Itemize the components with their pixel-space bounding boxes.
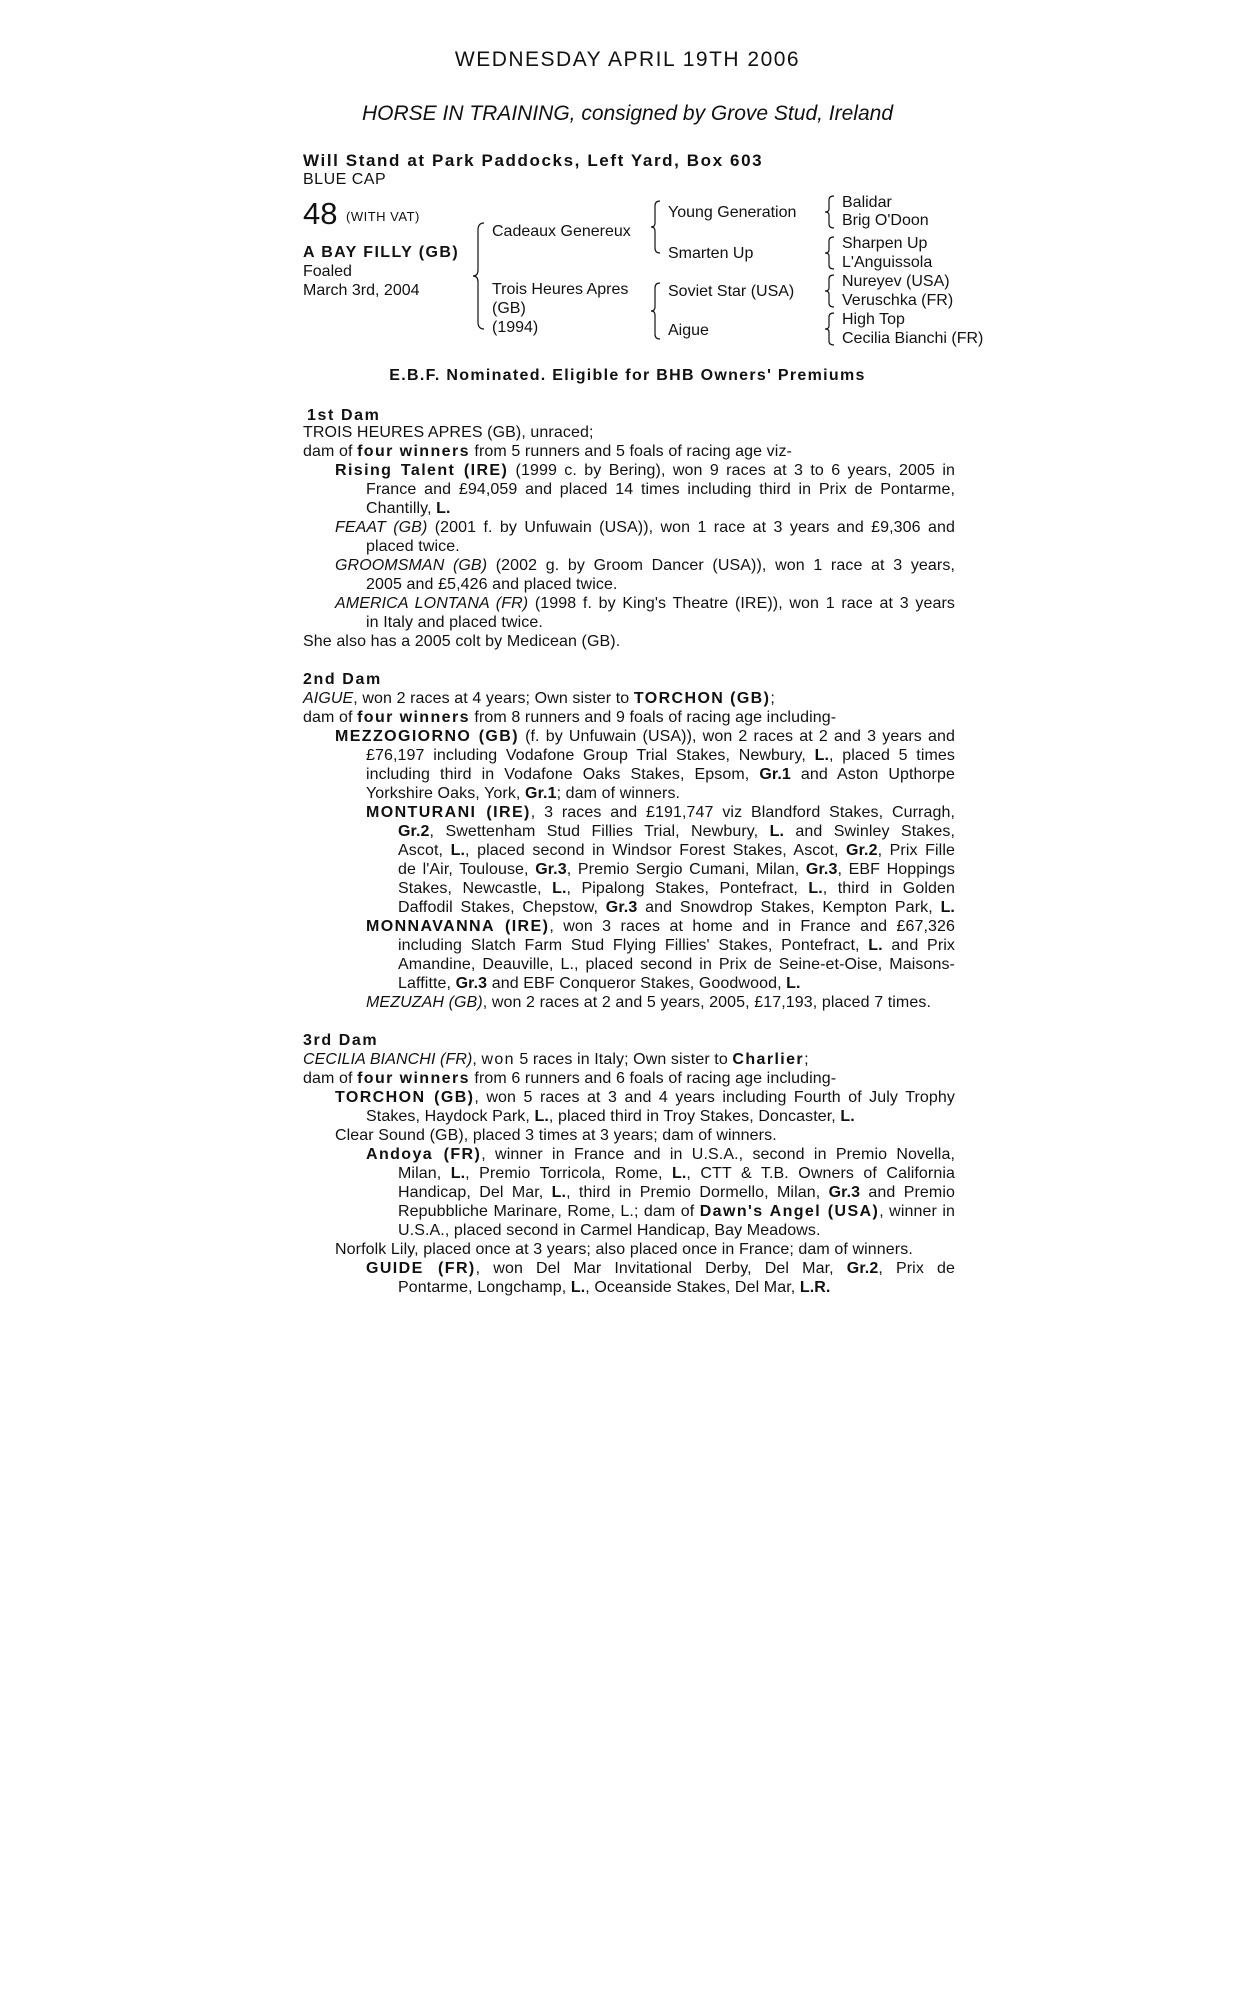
text-run: Ascot, [398,842,451,859]
race-grade: L. [808,880,823,897]
text-run: , won 3 races at home and in France and £67,326 [549,918,955,935]
first-dam-heading: 1st Dam [307,407,381,424]
text-run: Stakes, Haydock Park, [366,1108,535,1125]
text-run: , [472,1051,482,1068]
produce-entry [335,1089,955,1107]
race-grade: L. [450,842,466,859]
produce-entry-cont [366,500,451,518]
grandproduce-entry [366,804,955,822]
pedigree-brace-g12 [824,195,836,229]
grandproduce-entry-cont [398,975,801,993]
produce-name: GUIDE (FR) [366,1260,476,1277]
text-run: (1999 c. by Bering), won 9 races at 3 to 6 years, 2005 in [508,462,955,479]
text-run: , placed third in Troy Stakes, Doncaster, [548,1108,841,1125]
text-run: Daffodil Stakes, Chepstow, [398,899,606,916]
text-run: and Prix [882,937,956,954]
grandproduce-entry-cont [398,937,955,955]
text-run: dam of [303,443,358,460]
text-run: Pontarme, Longchamp, [398,1279,571,1296]
produce-name: Rising Talent (IRE) [335,462,509,479]
text-run: ; [804,1051,809,1068]
text-run: Milan, [398,1165,451,1182]
text-run: , placed second in Windsor Forest Stakes, Ascot, [465,842,847,859]
grandproduce-entry-cont [398,899,955,917]
grandproduce-entry [366,918,955,936]
text-run: de l'Air, Toulouse, [398,861,536,878]
race-grade: L. [534,1108,549,1125]
text-run: and Aston Upthorpe [790,766,955,783]
text-run: including Slatch Farm Stud Flying Fillies' Stakes, Pontefract, [398,937,869,954]
text-run: and Snowdrop Stakes, Kempton Park, [637,899,941,916]
text-run: , Swettenham Stud Fillies Trial, Newbury, [429,823,770,840]
race-grade: L. [786,975,801,992]
sibling-name: TORCHON (GB) [633,690,771,707]
text-run: , third in Golden [822,880,955,897]
pedigree-g3: Sharpen Up [842,235,928,252]
text-run: , Prix Fille [877,842,955,859]
race-grade: L. [450,1165,466,1182]
text-run: ; dam of winners. [556,785,681,802]
text-run: 5 races in Italy; Own sister to [514,1051,733,1068]
pedigree-sire-dam: Smarten Up [668,245,754,262]
pedigree-g5: Nureyev (USA) [842,273,950,290]
pedigree-brace-sire [650,200,662,254]
race-grade: Gr.1 [759,766,791,783]
text-run: including third in Vodafone Oaks Stakes, Epsom, [366,766,760,783]
ebf-eligibility-note: E.B.F. Nominated. Eligible for BHB Owners' Premiums [389,367,866,384]
text-run: , Premio Torricola, Rome, [465,1165,672,1182]
pedigree-dam-sire: Soviet Star (USA) [668,283,795,300]
consignment-subtitle: HORSE IN TRAINING, consigned by Grove Stud, Ireland [361,102,894,125]
race-grade: L. [570,1279,586,1296]
second-dam-line [303,690,775,708]
produce-name: GROOMSMAN (GB) [335,557,488,574]
grandproduce-entry-cont [398,880,955,898]
produce-entry [335,462,955,480]
text-run: , third in Premio Dormello, Milan, [566,1184,829,1201]
produce-entry [335,595,955,613]
first-dam-line: TROIS HEURES APRES (GB), unraced; [303,424,594,441]
text-run: Yorkshire Oaks, York, [366,785,526,802]
text-run: , Oceanside Stakes, Del Mar, [585,1279,800,1296]
grandproduce-entry-cont [398,1165,955,1183]
text-run: , Prix de [878,1260,956,1277]
race-grade: L. [671,1165,687,1182]
pedigree-sire: Cadeaux Genereux [492,223,631,240]
winners-count: four winners [357,443,470,460]
produce-entry-cont [366,785,680,803]
race-grade: Gr.3 [605,899,638,916]
text-run: , won Del Mar Invitational Derby, Del Mar, [475,1260,847,1277]
text-run: Stakes, Newcastle, [398,880,553,897]
text-run: , Pipalong Stakes, Pontefract, [566,880,809,897]
text-run: , 3 races and £191,747 viz Blandford Stakes, Curragh, [530,804,955,821]
pedigree-brace-g34 [824,236,836,270]
text-run: , won 2 races at 4 years; Own sister to [353,690,634,707]
produce-entry-cont: France and £94,059 and placed 14 times including third in Prix de Pontarme, [366,481,955,498]
pedigree-g6: Veruschka (FR) [842,292,954,309]
text-run: ; [770,690,775,707]
pedigree-g4: L'Anguissola [842,254,933,271]
grandproduce-entry-cont: U.S.A., placed second in Carmel Handicap, Bay Meadows. [398,1222,821,1239]
dam-name: AIGUE [303,690,354,707]
text-run: (f. by Unfuwain (USA)), won 2 races at 2 and 3 years and [518,728,955,745]
text-run: , Premio Sergio Cumani, Milan, [566,861,806,878]
grandproduce-entry [366,994,931,1012]
race-grade: L. [814,747,829,764]
produce-entry: Norfolk Lily, placed once at 3 years; also placed once in France; dam of winners. [335,1241,913,1258]
race-grade: Gr.3 [455,975,488,992]
race-grade: Gr.2 [846,842,878,859]
pedigree-g7: High Top [842,311,905,328]
race-grade: L. [940,899,955,916]
text-run: dam of [303,1070,358,1087]
text-run: from 5 runners and 5 foals of racing age viz- [469,443,792,460]
text-run: (2002 g. by Groom Dancer (USA)), won 1 race at 3 years, [487,557,955,574]
produce-name: Andoya (FR) [366,1146,482,1163]
vat-note: (WITH VAT) [346,209,420,224]
produce-entry-cont: placed twice. [366,538,460,555]
text-run: , won 5 races at 3 and 4 years including Fourth of July Trophy [474,1089,955,1106]
text-run: from 8 runners and 9 foals of racing age including- [469,709,837,726]
grandproduce-entry-cont: Amandine, Deauville, L., placed second in Prix de Seine-et-Oise, Maisons- [398,956,955,973]
race-grade: Gr.3 [805,861,838,878]
race-grade: L. [436,500,451,517]
pedigree-g8: Cecilia Bianchi (FR) [842,330,984,347]
race-grade: L. [552,880,567,897]
produce-name: MONTURANI (IRE) [366,804,531,821]
stabling-location: Will Stand at Park Paddocks, Left Yard, Box 603 [303,151,764,170]
sibling-name: Charlier [732,1051,805,1068]
text-run: won [481,1051,515,1068]
pedigree-brace-g78 [824,312,836,346]
dam-name: CECILIA BIANCHI (FR) [303,1051,473,1068]
grandproduce-entry-cont [398,842,955,860]
lot-number: 48 [303,196,338,231]
produce-entry-cont [366,766,955,784]
text-run: £76,197 including Vodafone Group Trial Stakes, Newbury, [366,747,815,764]
produce-name: TORCHON (GB) [335,1089,475,1106]
race-grade: L. [769,823,785,840]
race-grade: Gr.1 [525,785,557,802]
produce-name: MEZUZAH (GB) [366,994,483,1011]
cap-colour: BLUE CAP [303,171,387,188]
text-run: Chantilly, [366,500,437,517]
produce-entry-cont: 2005 and £5,426 and placed twice. [366,576,618,593]
produce-entry-cont: in Italy and placed twice. [366,614,543,631]
produce-entry-cont [366,1108,855,1126]
text-run: dam of [303,709,358,726]
text-run: , CTT & T.B. Owners of California [686,1165,956,1182]
text-run: from 6 runners and 6 foals of racing age including- [469,1070,837,1087]
text-run: , winner in France and in U.S.A., second in Premio Novella, [481,1146,955,1163]
race-grade: Gr.3 [828,1184,861,1201]
produce-entry [335,519,955,537]
grandproduce-entry-cont [398,823,955,841]
winners-count: four winners [357,1070,470,1087]
produce-name: AMERICA LONTANA (FR) [335,595,529,612]
produce-entry [335,728,955,746]
first-dam-line: She also has a 2005 colt by Medicean (GB). [303,633,621,650]
pedigree-brace-main [472,222,486,330]
produce-entry [335,557,955,575]
horse-description: A BAY FILLY (GB) [303,244,460,261]
race-grade: L.R. [799,1279,831,1296]
text-run: Repubbliche Marinare, Rome, L.; dam of [398,1203,700,1220]
pedigree-sire-sire: Young Generation [668,204,797,221]
text-run: Handicap, Del Mar, [398,1184,552,1201]
text-run: , placed 5 times [829,747,955,764]
race-grade: Gr.3 [535,861,567,878]
pedigree-brace-dam [650,282,662,340]
second-dam-heading: 2nd Dam [303,671,382,688]
text-run: , winner in [879,1203,955,1220]
third-dam-line [303,1070,836,1088]
third-dam-line [303,1051,809,1069]
third-dam-heading: 3rd Dam [303,1032,379,1049]
produce-name: FEAAT (GB) [335,519,428,536]
winners-count: four winners [357,709,470,726]
grandproduce-entry-cont [398,861,955,879]
text-run: (2001 f. by Unfuwain (USA)), won 1 race at 3 years and £9,306 and [427,519,956,536]
grandproduce-entry-cont [398,1203,955,1221]
pedigree-dam-dam: Aigue [668,322,709,339]
produce-entry: Clear Sound (GB), placed 3 times at 3 years; dam of winners. [335,1127,777,1144]
pedigree-dam-year: (1994) [492,319,539,336]
text-run: (1998 f. by King's Theatre (IRE)), won 1 race at 3 years [528,595,956,612]
text-run: Laffitte, [398,975,456,992]
pedigree-brace-g56 [824,274,836,308]
text-run: , won 2 races at 2 and 5 years, 2005, £17,193, placed 7 times. [482,994,932,1011]
pedigree-dam-country: (GB) [492,300,526,317]
grandproduce-entry [366,1146,955,1164]
race-grade: L. [840,1108,855,1125]
grandproduce-entry [366,1260,955,1278]
date-heading: WEDNESDAY APRIL 19TH 2006 [454,48,801,71]
race-grade: L. [868,937,883,954]
text-run: and Swinley Stakes, [784,823,955,840]
grandproduce-entry-cont [398,1184,955,1202]
race-grade: L. [551,1184,567,1201]
foaled-date: March 3rd, 2004 [303,282,420,299]
race-grade: Gr.2 [846,1260,879,1277]
race-grade: Gr.2 [398,823,430,840]
pedigree-g2: Brig O'Doon [842,212,929,229]
produce-name: MEZZOGIORNO (GB) [335,728,519,745]
text-run: , EBF Hoppings [837,861,955,878]
produce-entry-cont [366,747,955,765]
produce-name: Dawn's Angel (USA) [699,1203,880,1220]
text-run: and EBF Conqueror Stakes, Goodwood, [487,975,787,992]
text-run: and Premio [860,1184,955,1201]
first-dam-line [303,443,792,461]
pedigree-dam-name: Trois Heures Apres [492,281,629,298]
produce-name: MONNAVANNA (IRE) [366,918,550,935]
pedigree-g1: Balidar [842,194,892,211]
foaled-label: Foaled [303,263,352,280]
second-dam-line [303,709,836,727]
grandproduce-entry-cont [398,1279,830,1297]
